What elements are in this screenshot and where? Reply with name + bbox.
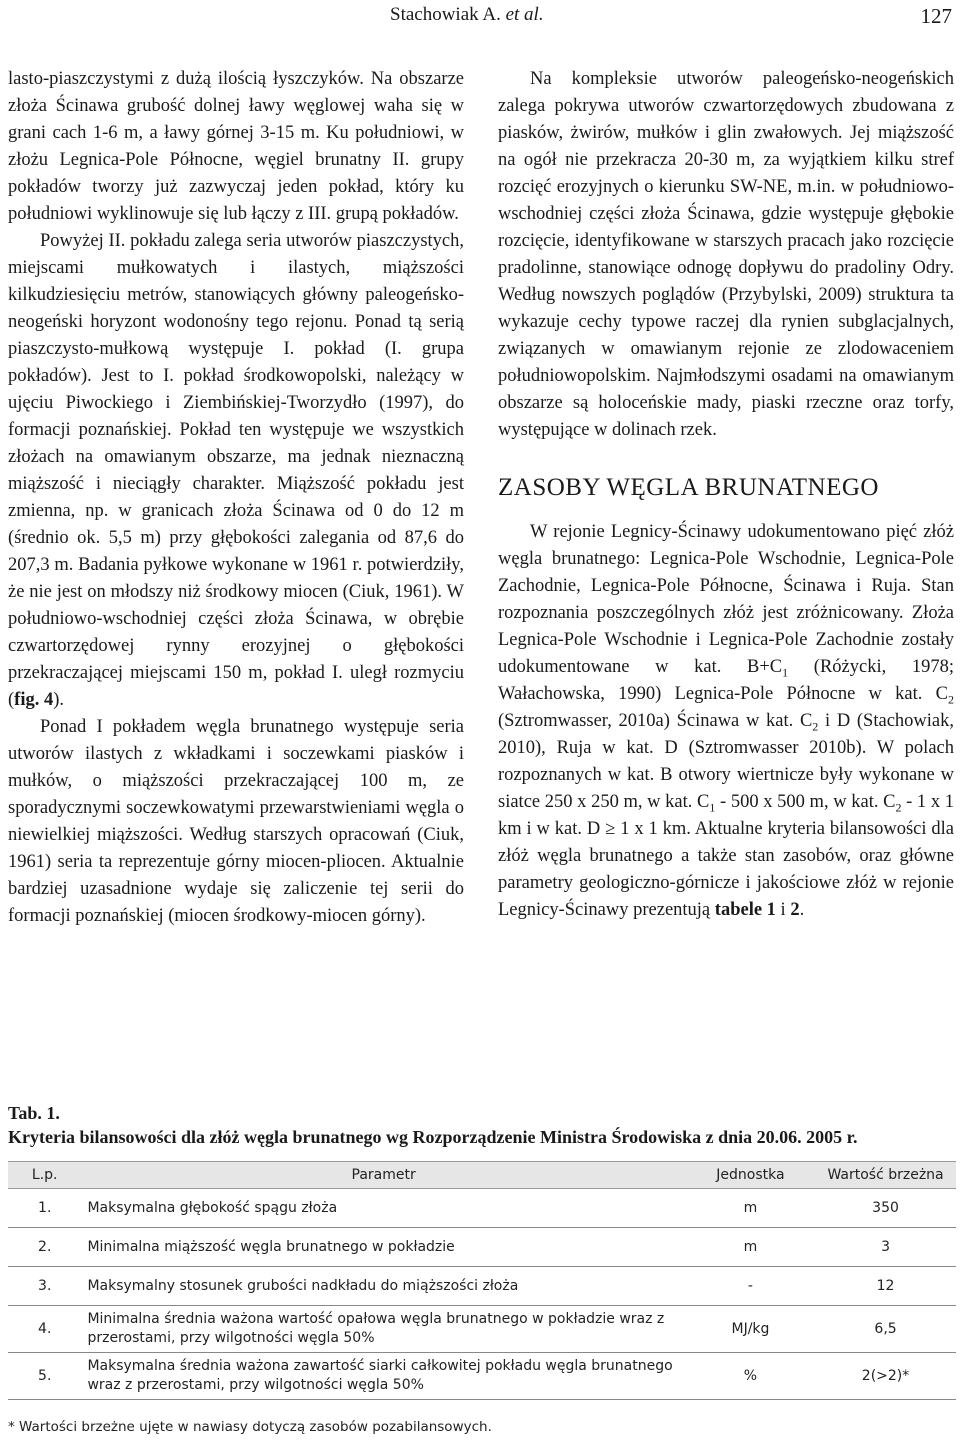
table-title: Kryteria bilansowości dla złóż węgla brunatnego wg Rozporządzenie Ministra Środowiska z dnia 20.06. 2005 r. (8, 1127, 858, 1147)
paragraph: W rejonie Legnicy-Ścinawy udokumentowano pięć złóż węgla brunatnego: Legnica-Pole Wschodnie, Legnica-Pole Zachodnie, Legnica-Pole Północne, Ścinawa i Ruja. Stan rozpoznania poszczególnych złóż jest zróżnicowany. Złoża Legnica-Pole Wschodnie i Legnica-Pole Zachodnie zostały udokumentowane w kat. $B+C_1$ (Różycki, 1978; Wałachowska, 1990) Legnica-Pole Północne w kat. $C_2$ (Sztromwasser, 2010a) Ścinawa w kat. $C_2$ i D (Stachowiak, 2010), Ruja w kat. D (Sztromwasser 2010b). W polach rozpoznanych w kat. B otwory wiertnicze były wykonane w siatce 250 x 250 m, w kat. $C_1 - 500$ x 500 m, w kat. $C_2 - 1$ x 1 km i w kat. D ≥ 1 x 1 km. Aktualne kryteria bilansowości dla złóż węgla brunatnego a także stan zasobów, oraz główne parametry geologiczno-górnicze i jakościowe złóż w rejonie Legnicy-Ścinawy prezentują tabele 1 i 2. (498, 522, 954, 920)
column-header: Wartość brzeżna (815, 1162, 956, 1189)
paragraph: Powyżej II. pokładu zalega seria utworów piaszczystych, miejscami mułkowatych i ilastych, miąższości kilkudziesięciu metrów, stanowiących główny paleogeńsko-neogeński horyzont wodonośny tego rejonu. Ponad tą serią piaszczysto-mułkową występuje I. pokład (I. grupa pokładów). Jest to I. pokład środkowopolski, należący w ujęciu Piwockiego i Ziembińskiej-Tworzydło (1997), do formacji poznańskiej. Pokład ten występuje we wszystkich złożach na omawianym obszarze, ma jednak nieznaczną miąższość i nieciągły charakter. Miąższość pokładu jest zmienna, np. w granicach złoża Ścinawa od 0 do 12 m (średnio ok. 5,5 m) przy głębokości zalegania od 87,6 do 207,3 m. Badania pyłkowe wykonane w 1961 r. potwierdziły, że nie jest on młodszy niż środkowy miocen (Ciuk, 1961). W południowo-wschodniej części złoża Ścinawa, w obrębie czwartorzędowej rynny erozyjnej o głębokości przekraczającej miejscami 150 m, pokład I. uległ rozmyciu (fig. 4). (8, 231, 464, 710)
figure-reference[interactable]: fig. 4 (14, 690, 54, 710)
table-cell: 5. (8, 1353, 81, 1400)
table-cell: 4. (8, 1306, 81, 1353)
table-row (8, 1189, 956, 1228)
table-row (8, 1306, 956, 1353)
page-header (0, 4, 960, 26)
running-head-authors: Stachowiak A. et al. (390, 4, 544, 25)
table-cell: m (686, 1228, 815, 1267)
page-number: 127 (920, 4, 952, 28)
table-cell: 3 (815, 1228, 956, 1267)
paragraph: Na kompleksie utworów paleogeńsko-neogeńskich zalega pokrywa utworów czwartorzędowych zbudowana z piasków, żwirów, mułków i glin zwałowych. Jej miąższość na ogół nie przekracza 20-30 m, za wyjątkiem kilku stref rozcięć erozyjnych o kierunku SW-NE, m.in. w południowo-wschodniej części złoża Ścinawa, gdzie występuje głębokie rozcięcie, identyfikowane w starszych pracach jako rozcięcie pradolinne, stanowiące odnogę dopływu do pradoliny Odry. Według nowszych poglądów (Przybylski, 2009) struktura ta wykazuje cechy typowe raczej dla rynien subglacjalnych, związanych w omawianym rejonie ze zlodowaceniem południowopolskim. Najmłodszymi osadami na omawianym obszarze są holoceńskie mady, piaski rzeczne oraz torfy, występujące w dolinach rzek. (498, 69, 954, 440)
column-header: Jednostka (686, 1162, 815, 1189)
table-reference[interactable]: tabele 1 (714, 900, 776, 920)
table-row (8, 1353, 956, 1400)
table-cell: 2(>2)* (815, 1353, 956, 1400)
table-cell: Minimalna średnia ważona wartość opałowa węgla brunatnego w pokładzie wraz z przerostami, przy wilgotności węgla 50% (81, 1306, 685, 1353)
table-reference[interactable]: 2 (790, 900, 800, 920)
left-column (8, 66, 464, 930)
table-row (8, 1267, 956, 1306)
paragraph: Ponad I pokładem węgla brunatnego występuje seria utworów ilastych z wkładkami i soczewkami piasków i mułków, o miąższości przekraczającej 100 m, ze sporadycznymi soczewkowatymi przewarstwieniami węgla o niewielkiej miąższości. Według starszych opracowań (Ciuk, 1961) seria ta reprezentuje górny miocen-pliocen. Aktualnie bardziej uzasadnione wydaje się zaliczenie tej serii do formacji poznańskiej (miocen środkowy-miocen górny). (8, 717, 464, 926)
table-cell: Minimalna miąższość węgla brunatnego w pokładzie (81, 1228, 685, 1267)
table-cell: 2. (8, 1228, 81, 1267)
table-cell: 6,5 (815, 1306, 956, 1353)
column-header: Parametr (81, 1162, 685, 1189)
criteria-table (8, 1161, 956, 1400)
table-cell: 1. (8, 1189, 81, 1228)
table-label: Tab. 1. (8, 1103, 60, 1123)
paragraph: lasto-piaszczystymi z dużą ilością łyszczyków. Na obszarze złoża Ścinawa grubość dolnej ławy węglowej waha się w grani cach 1-6 m, a ławy górnej 3-15 m. Ku południowi, w złożu Legnica-Pole Północne, węgiel brunatny II. grupy pokładów tworzy już zazwyczaj jeden pokład, który ku południowi wyklinowuje się lub łączy z III. grupą pokładów. (8, 69, 464, 224)
table-cell: - (686, 1267, 815, 1306)
table-cell: % (686, 1353, 815, 1400)
column-header: L.p. (8, 1162, 81, 1189)
table-cell: 3. (8, 1267, 81, 1306)
table-row (8, 1228, 956, 1267)
table-cell: MJ/kg (686, 1306, 815, 1353)
table-cell: Maksymalny stosunek grubości nadkładu do miąższości złoża (81, 1267, 685, 1306)
table-header-row (8, 1162, 956, 1189)
table-cell: m (686, 1189, 815, 1228)
section-heading: ZASOBY WĘGLA BRUNATNEGO (498, 474, 879, 501)
table-cell: Maksymalna średnia ważona zawartość siarki całkowitej pokładu węgla brunatnego wraz z przerostami, przy wilgotności węgla 50% (81, 1353, 685, 1400)
table-cell: Maksymalna głębokość spągu złoża (81, 1189, 685, 1228)
right-column (498, 66, 954, 924)
table-caption (8, 1101, 956, 1149)
table-cell: 350 (815, 1189, 956, 1228)
table-footnote: * Wartości brzeżne ujęte w nawiasy dotyczą zasobów pozabilansowych. (8, 1419, 492, 1435)
table-cell: 12 (815, 1267, 956, 1306)
